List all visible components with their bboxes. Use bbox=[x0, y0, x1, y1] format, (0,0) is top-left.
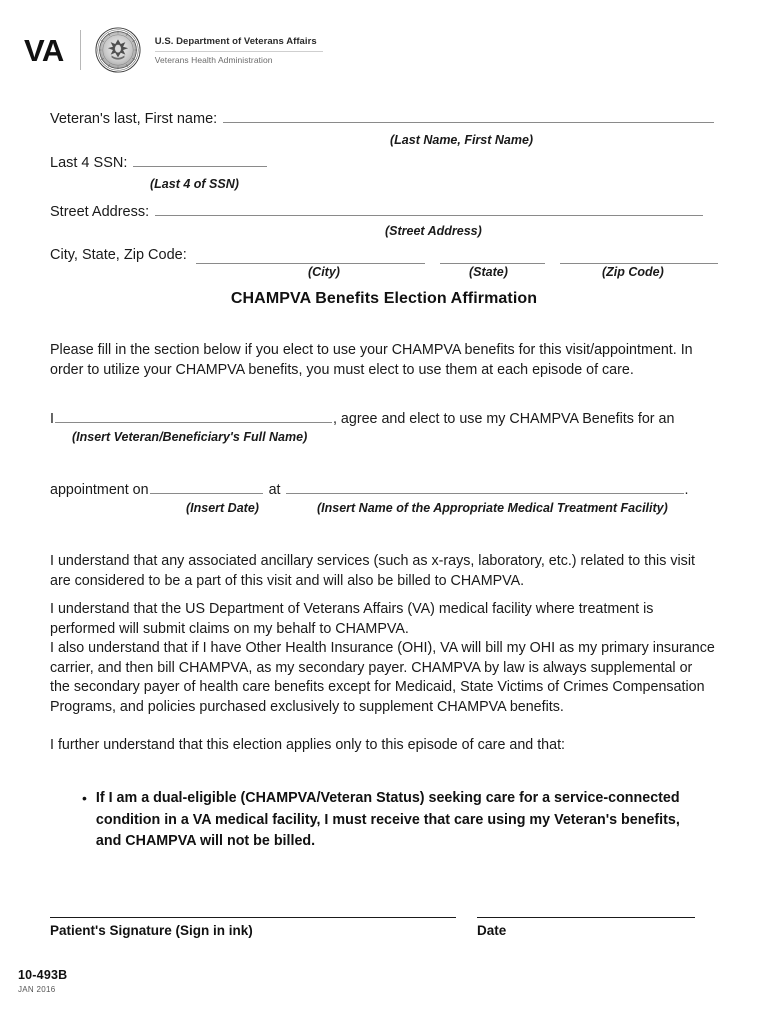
paragraph-other-health-insurance: I also understand that if I have Other Health Insurance (OHI), VA will bill my OHI as my primary insurance carrier, and then bill CHAMPVA, as my secondary payer. CHAMPVA by law is always supplemental or the secondary payer of health care benefits except for Medicaid, State Victims of Crimes Compensation Programs, and policies purchased exclusively to supplement CHAMPVA benefits. bbox=[50, 640, 715, 715]
street-address-hint: (Street Address) bbox=[385, 224, 482, 238]
va-seal-icon bbox=[95, 27, 141, 73]
agency-title: U.S. Department of Veterans Affairs bbox=[154, 35, 317, 47]
form-number: 10-493B bbox=[18, 968, 68, 982]
paragraph-ancillary-services: I understand that any associated ancillary services (such as x-rays, laboratory, etc.) related to this visit are considered to be a part of this visit and will also be billed to CHAMPVA. bbox=[50, 553, 695, 589]
agency-subtitle: Veterans Health Administration bbox=[154, 55, 273, 66]
city-input-line[interactable] bbox=[196, 263, 425, 264]
field-row-last4-ssn bbox=[50, 156, 267, 171]
paragraph-episode-of-care: I further understand that this election applies only to this episode of care and that: bbox=[50, 737, 566, 753]
state-hint: (State) bbox=[469, 265, 508, 279]
header-divider bbox=[80, 30, 81, 70]
affirmation-lead: I bbox=[50, 411, 54, 427]
street-address-input-line[interactable] bbox=[155, 215, 703, 216]
form-revision-date: JAN 2016 bbox=[18, 985, 56, 994]
at-word: at bbox=[268, 482, 281, 498]
facility-name-hint: (Insert Name of the Appropriate Medical Treatment Facility) bbox=[317, 501, 668, 515]
appointment-date-input-line[interactable] bbox=[150, 493, 263, 494]
date-label: Date bbox=[477, 923, 507, 938]
city-hint: (City) bbox=[308, 265, 340, 279]
zip-hint: (Zip Code) bbox=[602, 265, 664, 279]
affirmation-name-line bbox=[50, 410, 740, 430]
veteran-name-input-line[interactable] bbox=[223, 122, 714, 123]
city-state-zip-label: City, State, Zip Code: bbox=[50, 247, 187, 263]
patient-signature-label: Patient's Signature (Sign in ink) bbox=[50, 923, 253, 938]
beneficiary-name-input-line[interactable] bbox=[55, 422, 332, 423]
facility-name-input-line[interactable] bbox=[286, 493, 684, 494]
agency-rule bbox=[155, 51, 323, 52]
last4-ssn-hint: (Last 4 of SSN) bbox=[150, 177, 239, 191]
intro-paragraph: Please fill in the section below if you elect to use your CHAMPVA benefits for this visit/appointment. In order to utilize your CHAMPVA benefits, you must elect to use them at each episode of care. bbox=[50, 342, 693, 378]
zip-input-line[interactable] bbox=[560, 263, 718, 264]
patient-signature-line[interactable] bbox=[50, 917, 456, 918]
field-row-city-state-zip bbox=[50, 248, 187, 263]
list-item bbox=[82, 788, 702, 853]
appointment-period: . bbox=[684, 482, 689, 498]
paragraph-claims-submission: I understand that the US Department of Veterans Affairs (VA) medical facility where treatment is performed will submit claims on my behalf to CHAMPVA. bbox=[50, 601, 654, 637]
beneficiary-name-hint: (Insert Veteran/Beneficiary's Full Name) bbox=[72, 430, 308, 444]
veteran-name-hint: (Last Name, First Name) bbox=[390, 133, 534, 147]
appointment-lead: appointment on bbox=[50, 482, 149, 498]
veteran-name-label: Veteran's last, First name: bbox=[50, 111, 218, 127]
dual-eligible-bullet-text: If I am a dual-eligible (CHAMPVA/Veteran Status) seeking care for a service-connected condition in a VA medical facility, I must receive that care using my Veteran's benefits, and CHAMPVA will not be billed. bbox=[95, 790, 680, 849]
date-signature-line[interactable] bbox=[477, 917, 695, 918]
street-address-label: Street Address: bbox=[50, 204, 150, 220]
va-wordmark: VA bbox=[24, 32, 64, 68]
state-input-line[interactable] bbox=[440, 263, 545, 264]
last4-ssn-input-line[interactable] bbox=[133, 166, 267, 167]
affirmation-appointment-line bbox=[50, 481, 740, 501]
document-header bbox=[24, 22, 323, 78]
appointment-date-hint: (Insert Date) bbox=[186, 501, 259, 515]
agency-text-block bbox=[155, 34, 323, 66]
page-title: CHAMPVA Benefits Election Affirmation bbox=[230, 290, 538, 307]
field-row-veteran-name bbox=[50, 112, 714, 127]
affirmation-after-name: , agree and elect to use my CHAMPVA Benefits for an bbox=[332, 411, 675, 427]
field-row-street-address bbox=[50, 205, 703, 220]
bullet-marker: • bbox=[82, 790, 87, 806]
last4-ssn-label: Last 4 SSN: bbox=[50, 155, 128, 171]
